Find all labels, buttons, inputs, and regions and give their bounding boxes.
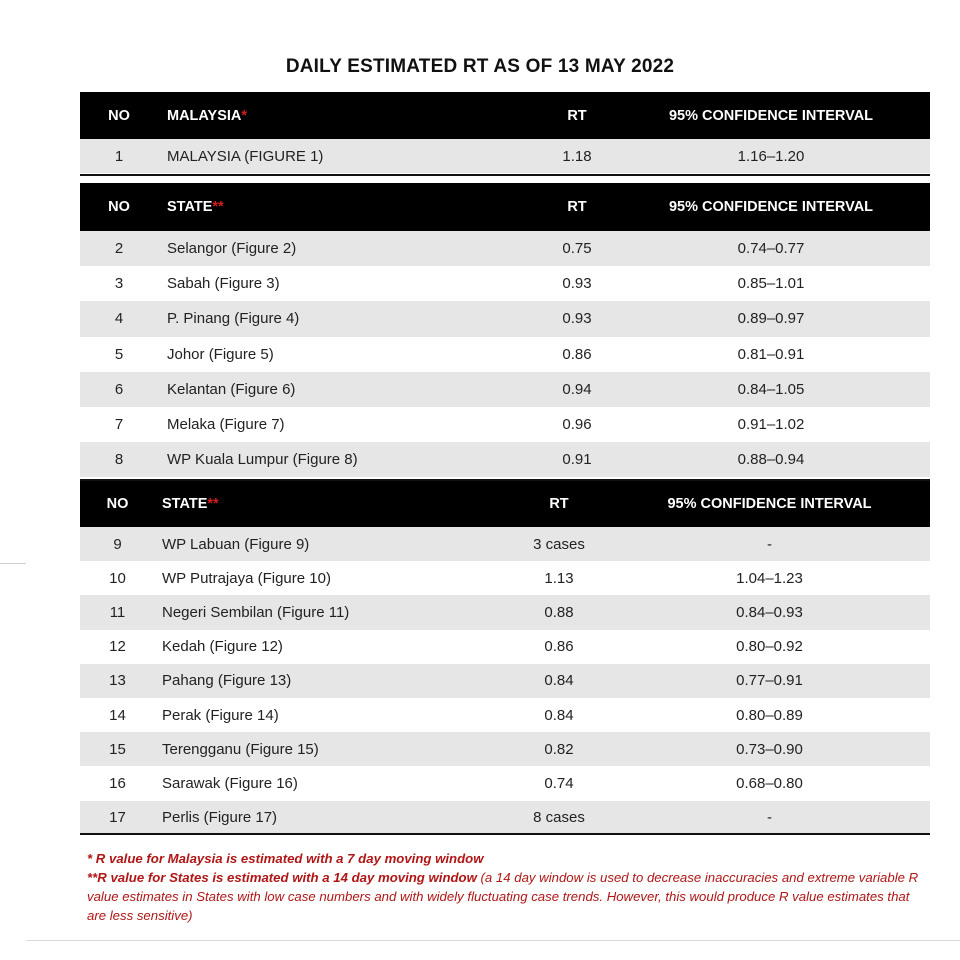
row-ci: 0.80–0.92 (736, 638, 803, 656)
row-ci: 0.77–0.91 (736, 672, 803, 690)
table-row (80, 139, 930, 173)
row-rt: 0.84 (544, 672, 574, 690)
row-no: 17 (109, 809, 126, 827)
table-row (80, 561, 930, 595)
row-rt: 1.13 (544, 569, 574, 587)
header-name (158, 199, 542, 215)
row-ci: 0.84–0.93 (736, 603, 803, 621)
row-rt: 0.93 (562, 310, 592, 328)
row-name: Kedah (Figure 12) (162, 638, 283, 656)
header-name-label: STATE (167, 199, 213, 215)
row-no: 4 (114, 310, 124, 328)
table-divider (80, 833, 930, 835)
footnotes (87, 849, 932, 925)
row-rt: 0.94 (562, 380, 592, 398)
table-row (80, 527, 930, 561)
header-rt: RT (567, 107, 587, 124)
row-rt: 0.93 (562, 275, 592, 293)
header-rt: RT (567, 199, 587, 215)
row-name: Perlis (Figure 17) (162, 809, 278, 827)
row-rt: 1.18 (562, 147, 592, 165)
header-no: NO (108, 199, 130, 215)
header-name-mark: ** (207, 496, 219, 512)
row-ci: 0.85–1.01 (737, 275, 805, 293)
row-ci: 1.04–1.23 (736, 569, 803, 587)
footnote-malaysia: * R value for Malaysia is estimated with a 7 day moving window (87, 851, 484, 866)
table-row (80, 372, 930, 407)
row-name: P. Pinang (Figure 4) (167, 310, 300, 328)
row-name: Sabah (Figure 3) (167, 275, 280, 293)
header-ci: 95% CONFIDENCE INTERVAL (668, 199, 874, 215)
table-row (80, 698, 930, 732)
table-row (80, 231, 930, 266)
row-rt: 0.88 (544, 603, 574, 621)
row-no: 16 (109, 774, 126, 792)
row-name: Perak (Figure 14) (162, 706, 279, 724)
row-rt: 0.96 (562, 416, 592, 434)
row-no: 15 (109, 740, 126, 758)
row-rt: 0.82 (544, 740, 574, 758)
row-name: Terengganu (Figure 15) (162, 740, 319, 758)
row-no: 13 (109, 672, 126, 690)
row-no: 8 (114, 451, 124, 469)
row-no: 3 (114, 275, 124, 293)
header-ci: 95% CONFIDENCE INTERVAL (667, 496, 872, 512)
row-name: Melaka (Figure 7) (167, 416, 285, 434)
row-name: Selangor (Figure 2) (167, 240, 297, 258)
table-row (80, 337, 930, 372)
header-name (155, 496, 509, 512)
row-name: Sarawak (Figure 16) (162, 774, 298, 792)
row-no: 10 (109, 569, 126, 587)
table-row (80, 732, 930, 766)
table-header-row (80, 183, 930, 231)
table-row (80, 407, 930, 442)
row-ci: 0.88–0.94 (737, 451, 805, 469)
footnote-states-bold: **R value for States is estimated with a 14 day moving window (87, 870, 477, 885)
header-name-label: STATE (162, 496, 208, 512)
page-title: DAILY ESTIMATED RT AS OF 13 MAY 2022 (285, 56, 675, 77)
table-row (80, 801, 930, 835)
state-table-1 (80, 183, 930, 477)
row-name: Johor (Figure 5) (167, 345, 274, 363)
row-name: Kelantan (Figure 6) (167, 380, 296, 398)
table-header-row (80, 481, 930, 527)
row-no: 5 (114, 345, 124, 363)
row-no: 2 (114, 240, 124, 258)
header-no: NO (106, 496, 129, 512)
row-rt: 0.91 (562, 451, 592, 469)
row-rt: 3 cases (533, 535, 585, 553)
header-name (158, 108, 542, 124)
table-row (80, 266, 930, 301)
row-no: 14 (109, 706, 126, 724)
decorative-line (0, 563, 26, 564)
row-rt: 8 cases (533, 809, 585, 827)
row-rt: 0.75 (562, 240, 592, 258)
footnote-states-detail: (a 14 day window is used to decrease inaccuracies and extreme variable R value estimates in States with low case numbers and with widely fluctuating case trends. However, this would produce R value estimates that are less sensitive) (87, 870, 919, 923)
table-row (80, 630, 930, 664)
row-ci: 0.68–0.80 (736, 774, 803, 792)
header-name-mark: * (241, 107, 248, 124)
bottom-divider (26, 940, 960, 941)
table-row (80, 766, 930, 800)
row-rt: 0.86 (562, 345, 592, 363)
row-ci: 0.73–0.90 (736, 740, 803, 758)
row-name: WP Labuan (Figure 9) (162, 535, 310, 553)
row-name: MALAYSIA (FIGURE 1) (167, 147, 324, 165)
row-name: Negeri Sembilan (Figure 11) (162, 603, 350, 621)
table-row (80, 442, 930, 477)
row-ci: 0.84–1.05 (737, 380, 805, 398)
row-ci: 0.80–0.89 (736, 706, 803, 724)
table-row (80, 595, 930, 629)
header-name-mark: ** (212, 199, 224, 215)
row-ci: 0.81–0.91 (737, 345, 805, 363)
row-no: 7 (114, 416, 124, 434)
row-no: 9 (113, 535, 122, 553)
row-name: Pahang (Figure 13) (162, 672, 292, 690)
row-ci: 0.91–1.02 (737, 416, 805, 434)
header-rt: RT (549, 496, 569, 512)
table-header-row (80, 92, 930, 139)
header-no: NO (108, 107, 130, 124)
row-ci: - (767, 809, 772, 827)
header-ci: 95% CONFIDENCE INTERVAL (668, 107, 874, 124)
row-ci: 1.16–1.20 (737, 147, 805, 165)
state-table-2 (80, 481, 930, 835)
row-ci: 0.74–0.77 (737, 240, 805, 258)
row-ci: 0.89–0.97 (737, 310, 805, 328)
table-row (80, 664, 930, 698)
row-rt: 0.74 (544, 774, 574, 792)
table-row (80, 301, 930, 336)
table-divider (80, 174, 930, 176)
row-rt: 0.84 (544, 706, 574, 724)
row-ci: - (767, 535, 772, 553)
row-no: 12 (109, 638, 126, 656)
header-name-label: MALAYSIA (167, 107, 242, 124)
row-no: 11 (109, 603, 126, 621)
row-no: 1 (114, 147, 124, 165)
row-name: WP Kuala Lumpur (Figure 8) (167, 451, 358, 469)
row-rt: 0.86 (544, 638, 574, 656)
row-name: WP Putrajaya (Figure 10) (162, 569, 331, 587)
footnote-states (87, 868, 932, 925)
malaysia-table (80, 92, 930, 173)
row-no: 6 (114, 380, 124, 398)
